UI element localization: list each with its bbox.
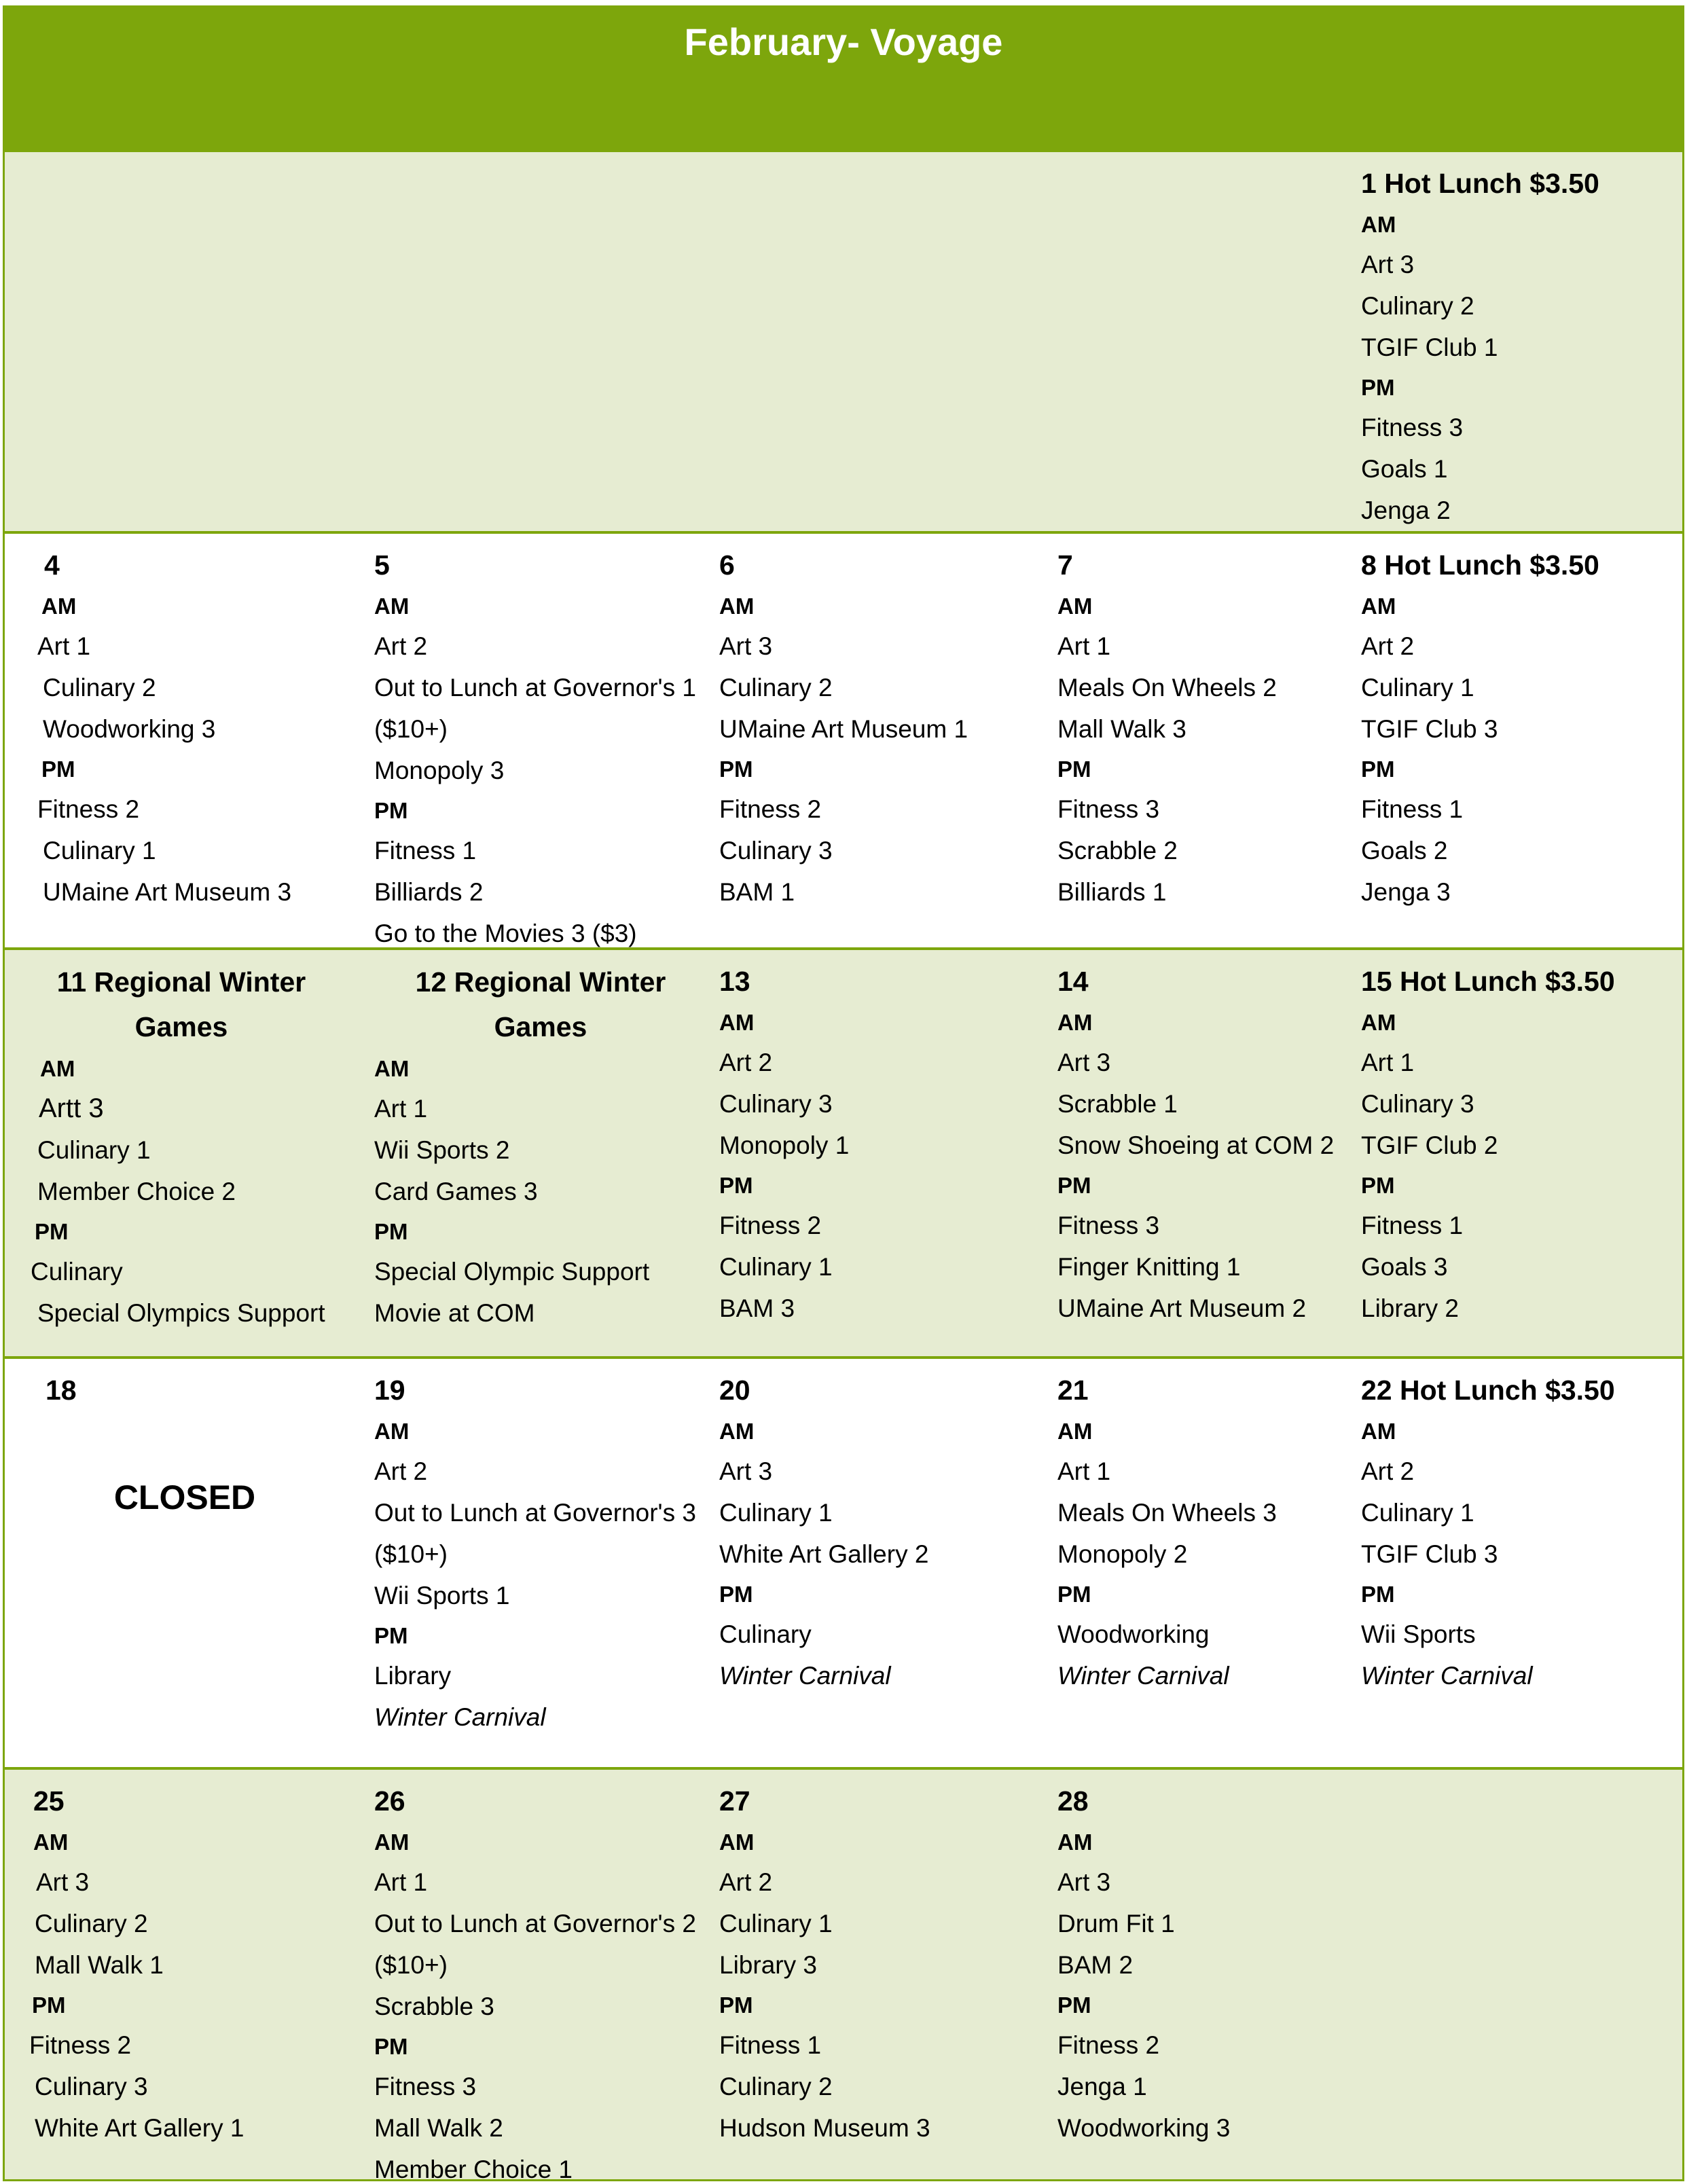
activity: Woodworking — [1057, 1620, 1210, 1648]
day-number: 26 — [374, 1785, 405, 1817]
day-25 — [29, 1770, 362, 2179]
activity: Fitness 1 — [1361, 1212, 1464, 1239]
pm-label: PM — [35, 1219, 69, 1244]
activity: Scrabble 3 — [374, 1992, 494, 2020]
activity: Culinary 2 — [719, 674, 833, 702]
activity: Wii Sports 2 — [374, 1136, 510, 1164]
pm-label: PM — [719, 757, 753, 782]
day-number: 4 — [44, 549, 60, 581]
am-label: AM — [1057, 1010, 1093, 1035]
activity: Art 1 — [374, 1868, 428, 1896]
am-label: AM — [719, 1010, 755, 1035]
pm-label: PM — [32, 1992, 66, 2018]
activity: Winter Carnival — [1057, 1662, 1229, 1690]
activity: Art 1 — [1057, 1457, 1111, 1485]
week-2 — [5, 531, 1682, 947]
week-1 — [5, 152, 1682, 531]
am-label: AM — [374, 1056, 410, 1081]
activity: Culinary 3 — [35, 2073, 148, 2100]
day-number: 14 — [1057, 966, 1089, 997]
activity: Culinary 1 — [719, 1253, 833, 1281]
am-label: AM — [1057, 1830, 1093, 1855]
day-12 — [374, 950, 714, 1356]
am-label: AM — [1361, 212, 1396, 237]
activity: TGIF Club 3 — [1361, 1540, 1498, 1568]
activity: Mall Walk 3 — [1057, 715, 1186, 743]
activity: Fitness 3 — [1057, 1212, 1160, 1239]
day-number: 8 Hot Lunch $3.50 — [1361, 549, 1599, 581]
activity: BAM 2 — [1057, 1951, 1134, 1979]
activity: Card Games 3 — [374, 1178, 538, 1205]
day-22 — [1361, 1359, 1684, 1767]
activity: Finger Knitting 1 — [1057, 1253, 1241, 1281]
activity: Artt 3 — [39, 1093, 104, 1123]
pm-label: PM — [1057, 1992, 1091, 2018]
activity: Fitness 2 — [1057, 2031, 1160, 2059]
activity: Fitness 2 — [37, 795, 140, 823]
activity: Art 1 — [37, 632, 91, 660]
am-label: AM — [374, 1419, 410, 1444]
activity: Fitness 1 — [719, 2031, 822, 2059]
activity: Culinary 3 — [1361, 1090, 1474, 1118]
activity: Fitness 3 — [374, 2073, 477, 2100]
activity: Fitness 2 — [719, 1212, 822, 1239]
day-number: 1 Hot Lunch $3.50 — [1361, 168, 1599, 199]
pm-label: PM — [374, 798, 408, 823]
activity: Culinary 2 — [43, 674, 156, 702]
calendar-title: February- Voyage — [684, 20, 1003, 63]
day-number: 22 Hot Lunch $3.50 — [1361, 1375, 1615, 1406]
activity: Monopoly 3 — [374, 757, 505, 784]
day-5 — [374, 534, 714, 947]
activity: UMaine Art Museum 2 — [1057, 1294, 1307, 1322]
activity: Library 3 — [719, 1951, 817, 1979]
activity: Woodworking 3 — [43, 715, 216, 743]
activity: TGIF Club 3 — [1361, 715, 1498, 743]
pm-label: PM — [374, 1623, 408, 1648]
activity: Art 2 — [719, 1868, 773, 1896]
day-number: 19 — [374, 1375, 405, 1406]
day-13 — [719, 950, 1045, 1356]
am-label: AM — [1361, 1419, 1396, 1444]
activity: Art 1 — [1361, 1049, 1415, 1076]
activity: Culinary 1 — [43, 837, 156, 864]
day-6 — [719, 534, 1045, 947]
pm-label: PM — [719, 1992, 753, 2018]
activity: Art 1 — [1057, 632, 1111, 660]
activity: TGIF Club 1 — [1361, 333, 1498, 361]
pm-label: PM — [1361, 1173, 1395, 1198]
am-label: AM — [41, 594, 77, 619]
am-label: AM — [719, 1830, 755, 1855]
day-11 — [25, 950, 358, 1356]
activity: UMaine Art Museum 1 — [719, 715, 968, 743]
activity: Winter Carnival — [374, 1703, 546, 1731]
am-label: AM — [1361, 594, 1396, 619]
day-7 — [1057, 534, 1356, 947]
activity: Member Choice 2 — [37, 1178, 236, 1205]
am-label: AM — [374, 594, 410, 619]
activity: Billiards 1 — [1057, 878, 1167, 906]
activity: BAM 1 — [719, 878, 795, 906]
activity: Woodworking 3 — [1057, 2114, 1231, 2142]
day-number: 27 — [719, 1785, 750, 1817]
activity: Movie at COM — [374, 1299, 535, 1327]
activity: Art 3 — [719, 632, 773, 660]
day-19 — [374, 1359, 714, 1767]
activity: Fitness 1 — [1361, 795, 1464, 823]
activity: Monopoly 2 — [1057, 1540, 1188, 1568]
pm-label: PM — [1361, 375, 1395, 400]
activity: Goals 1 — [1361, 455, 1448, 483]
activity: Art 2 — [374, 1457, 428, 1485]
activity: Jenga 2 — [1361, 496, 1451, 524]
day-4 — [37, 534, 363, 947]
activity: Art 2 — [719, 1049, 773, 1076]
activity: Culinary 2 — [1361, 292, 1474, 320]
pm-label: PM — [41, 757, 75, 782]
activity: Culinary 2 — [719, 2073, 833, 2100]
day-number: 13 — [719, 966, 750, 997]
activity: Meals On Wheels 2 — [1057, 674, 1277, 702]
calendar-header — [5, 7, 1682, 152]
am-label: AM — [719, 1419, 755, 1444]
day-subtitle: Games — [134, 1011, 228, 1042]
activity: Culinary 2 — [35, 1910, 148, 1937]
activity: Jenga 1 — [1057, 2073, 1147, 2100]
activity: Out to Lunch at Governor's 2 — [374, 1910, 696, 1937]
activity: Culinary — [719, 1620, 812, 1648]
closed-label: CLOSED — [113, 1478, 256, 1516]
activity: Culinary 1 — [719, 1910, 833, 1937]
activity: Member Choice 1 — [374, 2155, 573, 2183]
activity: Mall Walk 2 — [374, 2114, 503, 2142]
activity: UMaine Art Museum 3 — [43, 878, 292, 906]
activity: Jenga 3 — [1361, 878, 1451, 906]
day-number: 15 Hot Lunch $3.50 — [1361, 966, 1615, 997]
am-label: AM — [33, 1830, 69, 1855]
activity: Library 2 — [1361, 1294, 1459, 1322]
pm-label: PM — [1057, 1173, 1091, 1198]
pm-label: PM — [1361, 1582, 1395, 1607]
day-1 — [1361, 152, 1684, 531]
activity: Art 3 — [719, 1457, 773, 1485]
activity: Wii Sports 1 — [374, 1582, 510, 1609]
activity: Art 2 — [1361, 1457, 1415, 1485]
activity: Winter Carnival — [719, 1662, 891, 1690]
day-14 — [1057, 950, 1356, 1356]
activity: Goals 3 — [1361, 1253, 1448, 1281]
activity: Fitness 2 — [719, 795, 822, 823]
pm-label: PM — [1361, 757, 1395, 782]
activity: White Art Gallery 1 — [35, 2114, 244, 2142]
activity: Fitness 3 — [1361, 414, 1464, 441]
activity: Snow Shoeing at COM 2 — [1057, 1131, 1335, 1159]
activity: ($10+) — [374, 1951, 448, 1979]
pm-label: PM — [719, 1173, 753, 1198]
day-number: 25 — [33, 1785, 65, 1817]
day-15 — [1361, 950, 1684, 1356]
day-number: 20 — [719, 1375, 750, 1406]
activity: Billiards 2 — [374, 878, 484, 906]
am-label: AM — [1057, 594, 1093, 619]
day-subtitle: Games — [494, 1011, 587, 1042]
activity: Culinary — [31, 1258, 123, 1286]
activity: Scrabble 2 — [1057, 837, 1178, 864]
day-number: 11 Regional Winter — [56, 966, 306, 998]
activity: Art 2 — [1361, 632, 1415, 660]
day-20 — [719, 1359, 1045, 1767]
day-21 — [1057, 1359, 1356, 1767]
activity: ($10+) — [374, 1540, 448, 1568]
day-number: 18 — [46, 1375, 77, 1406]
activity: Meals On Wheels 3 — [1057, 1499, 1277, 1527]
activity: Art 3 — [36, 1868, 90, 1896]
day-number: 7 — [1057, 549, 1073, 581]
activity: Art 3 — [1057, 1868, 1111, 1896]
day-number: 5 — [374, 549, 390, 581]
pm-label: PM — [1057, 757, 1091, 782]
activity: Out to Lunch at Governor's 1 — [374, 674, 696, 702]
day-27 — [719, 1770, 1045, 2179]
activity: Special Olympics Support — [37, 1299, 325, 1327]
day-18 — [39, 1359, 358, 1767]
pm-label: PM — [1057, 1582, 1091, 1607]
activity: Culinary 1 — [1361, 1499, 1474, 1527]
week-4 — [5, 1356, 1682, 1767]
day-number: 28 — [1057, 1785, 1089, 1817]
activity: ($10+) — [374, 715, 448, 743]
activity: Out to Lunch at Governor's 3 — [374, 1499, 696, 1527]
day-number: 12 Regional Winter — [415, 966, 666, 998]
am-label: AM — [40, 1056, 75, 1081]
activity: BAM 3 — [719, 1294, 795, 1322]
activity: Culinary 1 — [1361, 674, 1474, 702]
activity: Scrabble 1 — [1057, 1090, 1178, 1118]
am-label: AM — [374, 1830, 410, 1855]
activity: Culinary 1 — [37, 1136, 151, 1164]
activity: Mall Walk 1 — [35, 1951, 164, 1979]
week-5 — [5, 1767, 1682, 2183]
am-label: AM — [719, 594, 755, 619]
activity: Monopoly 1 — [719, 1131, 850, 1159]
activity: Culinary 3 — [719, 837, 833, 864]
day-26 — [374, 1770, 714, 2183]
calendar — [3, 5, 1684, 2181]
activity: Wii Sports — [1361, 1620, 1476, 1648]
activity: TGIF Club 2 — [1361, 1131, 1498, 1159]
pm-label: PM — [374, 2034, 408, 2059]
activity: Fitness 2 — [29, 2031, 132, 2059]
activity: Library — [374, 1662, 452, 1690]
activity: Fitness 3 — [1057, 795, 1160, 823]
day-number: 6 — [719, 549, 735, 581]
day-number: 21 — [1057, 1375, 1089, 1406]
activity: White Art Gallery 2 — [719, 1540, 929, 1568]
activity: Art 3 — [1361, 251, 1415, 278]
activity: Drum Fit 1 — [1057, 1910, 1175, 1937]
week-3 — [5, 947, 1682, 1356]
activity: Winter Carnival — [1361, 1662, 1533, 1690]
activity: Art 2 — [374, 632, 428, 660]
am-label: AM — [1057, 1419, 1093, 1444]
pm-label: PM — [374, 1219, 408, 1244]
day-8 — [1361, 534, 1684, 947]
activity: Art 3 — [1057, 1049, 1111, 1076]
activity: Culinary 3 — [719, 1090, 833, 1118]
activity: Culinary 1 — [719, 1499, 833, 1527]
pm-label: PM — [719, 1582, 753, 1607]
activity: Goals 2 — [1361, 837, 1448, 864]
activity: Fitness 1 — [374, 837, 477, 864]
activity: Hudson Museum 3 — [719, 2114, 930, 2142]
activity: Art 1 — [374, 1095, 428, 1123]
activity: Go to the Movies 3 ($3) — [374, 920, 637, 947]
day-28 — [1057, 1770, 1356, 2179]
am-label: AM — [1361, 1010, 1396, 1035]
activity: Special Olympic Support — [374, 1258, 650, 1286]
